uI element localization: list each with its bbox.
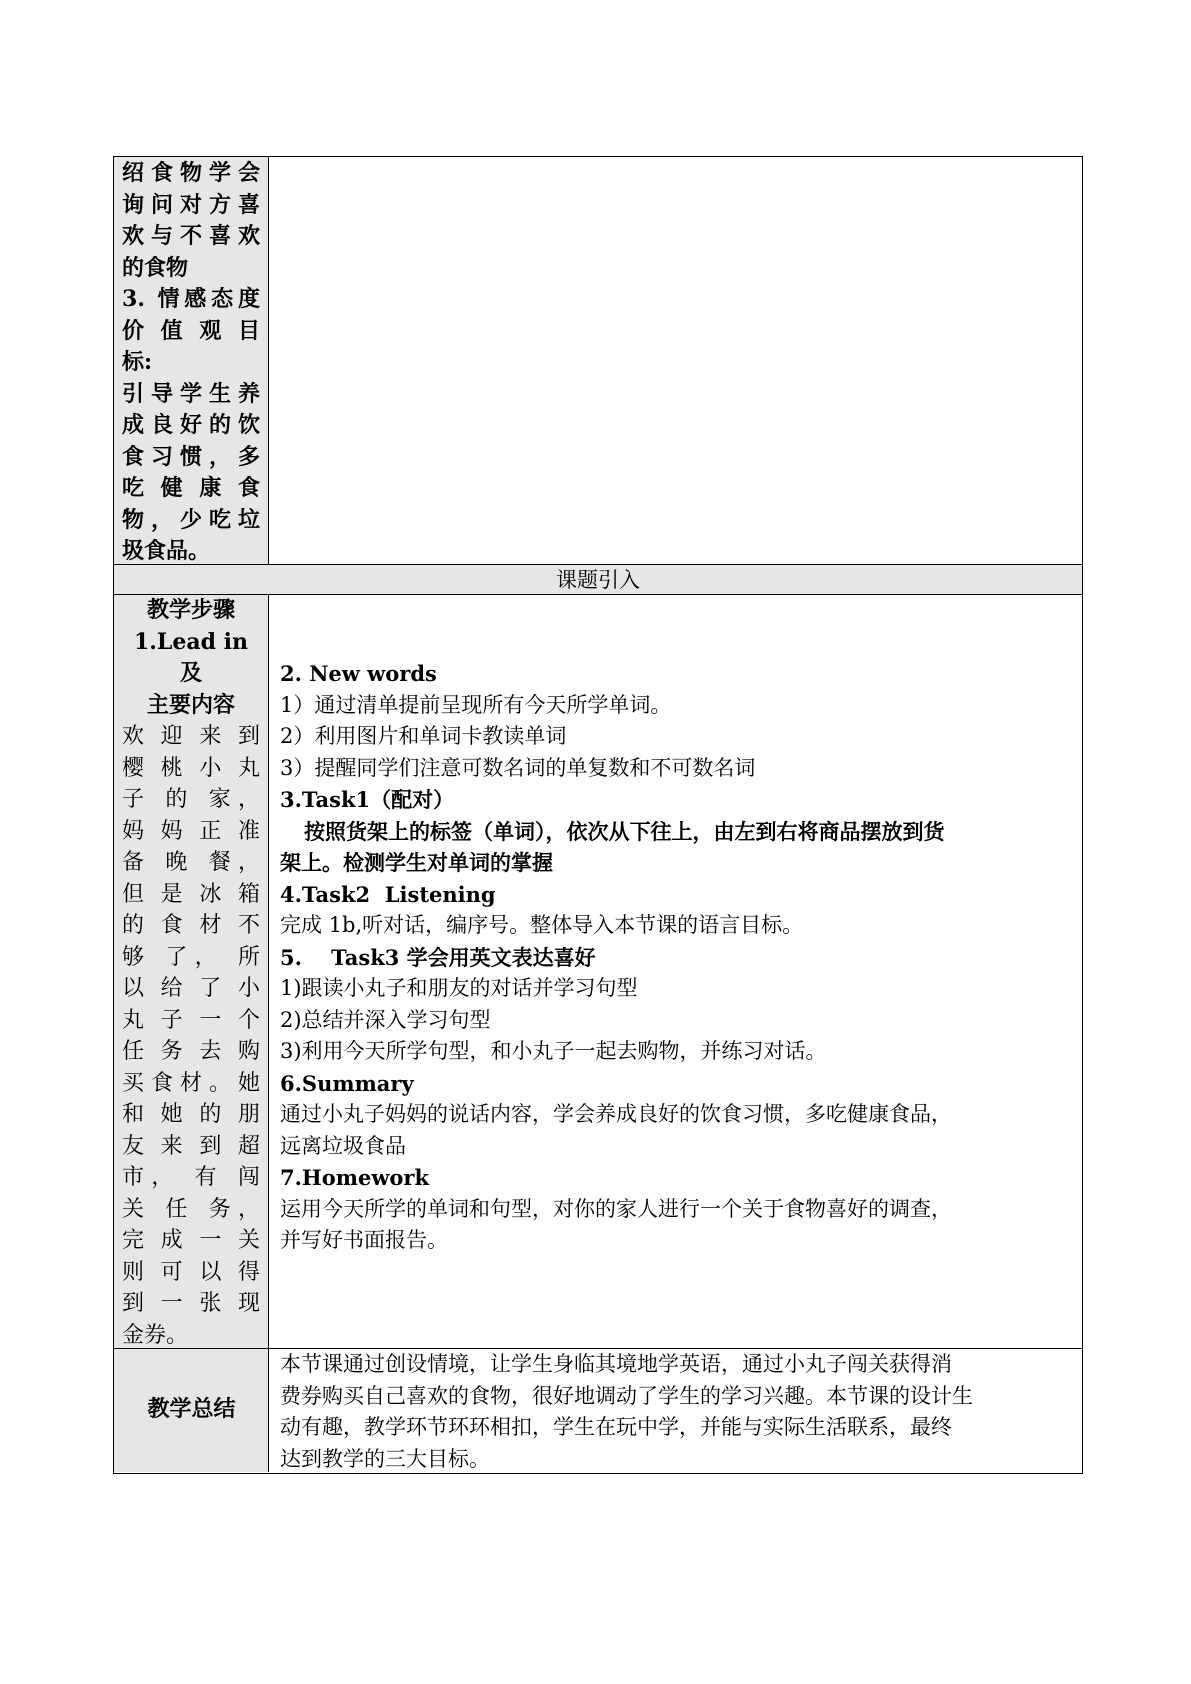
- task1-line: 架上。检测学生对单词的掌握: [280, 850, 553, 875]
- new-words-item: 2）利用图片和单词卡教读单词: [280, 724, 567, 748]
- task2-text: 完成 1b,听对话，编序号。整体导入本节课的语言目标。: [280, 913, 804, 937]
- steps-content: [280, 658, 1072, 1257]
- lead-in-line: 完 成 一 关: [122, 1228, 260, 1253]
- objectives-label-cell: [114, 157, 269, 564]
- homework-line: 运用今天所学的单词和句型，对你的家人进行一个关于食物喜好的调查，: [280, 1196, 952, 1221]
- objectives-line: 食习惯，多: [122, 443, 260, 470]
- lead-in-line: 以 给 了 小: [122, 976, 260, 1001]
- steps-row: [114, 595, 1082, 1349]
- objectives-line: 圾食品。: [122, 538, 211, 564]
- lead-in-line: 丸 子 一 个: [122, 1007, 260, 1033]
- objectives-line: 绍食物学会: [122, 160, 260, 186]
- new-words-item: 1）通过清单提前呈现所有今天所学单词。: [280, 692, 672, 717]
- steps-content-cell: [269, 595, 1082, 1348]
- teaching-summary-line: 本节课通过创设情境，让学生身临其境地学英语，通过小丸子闯关获得消: [280, 1352, 952, 1376]
- objectives-line: 的食物: [122, 254, 189, 281]
- task1-heading: 3.Task1（配对）: [280, 787, 455, 812]
- lead-in-line: 买食材。她: [122, 1070, 260, 1096]
- summary-heading: 6.Summary: [280, 1070, 414, 1096]
- lead-in-line: 的 食 材 不: [122, 913, 260, 938]
- teaching-summary-label: 教学总结: [147, 1396, 236, 1422]
- objectives-line: 价 值 观 目: [122, 317, 260, 344]
- steps-header-line: 教学步骤: [146, 597, 235, 623]
- lead-in-line: 樱 桃 小 丸: [122, 755, 260, 781]
- objectives-line: 成良好的饮: [122, 412, 260, 438]
- lead-in-line: 和 她 的 朋: [122, 1102, 260, 1127]
- homework-heading: 7.Homework: [280, 1165, 430, 1190]
- objectives-line: 欢与不喜欢: [122, 223, 260, 249]
- objectives-content-cell: [269, 157, 1082, 564]
- task3-heading: 5. Task3 学会用英文表达喜好: [280, 944, 596, 970]
- section-title: 课题引入: [556, 568, 640, 592]
- lead-in-line: 子 的 家，: [122, 787, 260, 812]
- steps-header-line: 及: [179, 660, 202, 686]
- teaching-summary-line: 费券购买自己喜欢的食物，很好地调动了学生的学习兴趣。本节课的设计生: [280, 1383, 973, 1408]
- task1-line: 按照货架上的标签（单词），依次从下往上，由左到右将商品摆放到货: [304, 818, 945, 844]
- lesson-plan-table: [113, 156, 1083, 1474]
- objectives-line: 询问对方喜: [122, 191, 260, 218]
- objectives-line: 引导学生养: [122, 380, 260, 407]
- teaching-summary-content: [280, 1349, 1072, 1475]
- objectives-text: [122, 158, 260, 568]
- lead-in-line: 关 任 务，: [122, 1196, 260, 1222]
- objectives-line: 吃 健 康 食: [122, 475, 260, 501]
- lead-in-line: 则 可 以 得: [122, 1259, 260, 1285]
- lead-in-line: 市， 有 闯: [122, 1165, 260, 1190]
- task2-heading: 4.Task2 Listening: [280, 881, 496, 907]
- lead-in-line: 到 一 张 现: [122, 1291, 260, 1316]
- steps-header-line: 1.Lead in: [133, 628, 249, 655]
- intro-section-row: [114, 565, 1082, 595]
- new-words-heading: 2. New words: [280, 661, 437, 686]
- objectives-line: 物，少吃垃: [122, 506, 260, 533]
- teaching-summary-line: 达到教学的三大目标。: [280, 1446, 490, 1471]
- teaching-summary-row: [114, 1349, 1082, 1472]
- teaching-summary-label-cell: [114, 1349, 269, 1472]
- task3-item: 1)跟读小丸子和朋友的对话并学习句型: [280, 976, 638, 1000]
- lead-in-line: 任 务 去 购: [122, 1039, 260, 1064]
- teaching-summary-line: 动有趣，教学环节环环相扣，学生在玩中学，并能与实际生活联系，最终: [280, 1415, 952, 1439]
- steps-label-text: [122, 595, 260, 1351]
- lead-in-line: 但 是 冰 箱: [122, 881, 260, 907]
- new-words-item: 3）提醒同学们注意可数名词的单复数和不可数名词: [280, 755, 756, 780]
- task3-item: 3)利用今天所学句型，和小丸子一起去购物，并练习对话。: [280, 1039, 827, 1063]
- objectives-line: 标:: [122, 349, 153, 375]
- lead-in-line: 友 来 到 超: [122, 1133, 260, 1159]
- steps-header-line: 主要内容: [146, 691, 235, 718]
- lead-in-line: 备 晚 餐，: [122, 850, 260, 875]
- lead-in-line: 欢 迎 来 到: [122, 724, 260, 749]
- lead-in-line: 妈 妈 正 准: [122, 818, 260, 844]
- lead-in-line: 金券。: [122, 1322, 189, 1348]
- objectives-row: [114, 157, 1082, 565]
- summary-line: 远离垃圾食品: [280, 1133, 406, 1158]
- teaching-summary-content-cell: [269, 1349, 1082, 1472]
- lead-in-line: 够 了， 所: [122, 944, 260, 970]
- summary-line: 通过小丸子妈妈的说话内容，学会养成良好的饮食习惯，多吃健康食品，: [280, 1102, 952, 1126]
- steps-label-cell: [114, 595, 269, 1348]
- homework-line: 并写好书面报告。: [280, 1228, 448, 1252]
- objectives-line: 3. 情感态度: [122, 286, 260, 312]
- task3-item: 2)总结并深入学习句型: [280, 1007, 491, 1032]
